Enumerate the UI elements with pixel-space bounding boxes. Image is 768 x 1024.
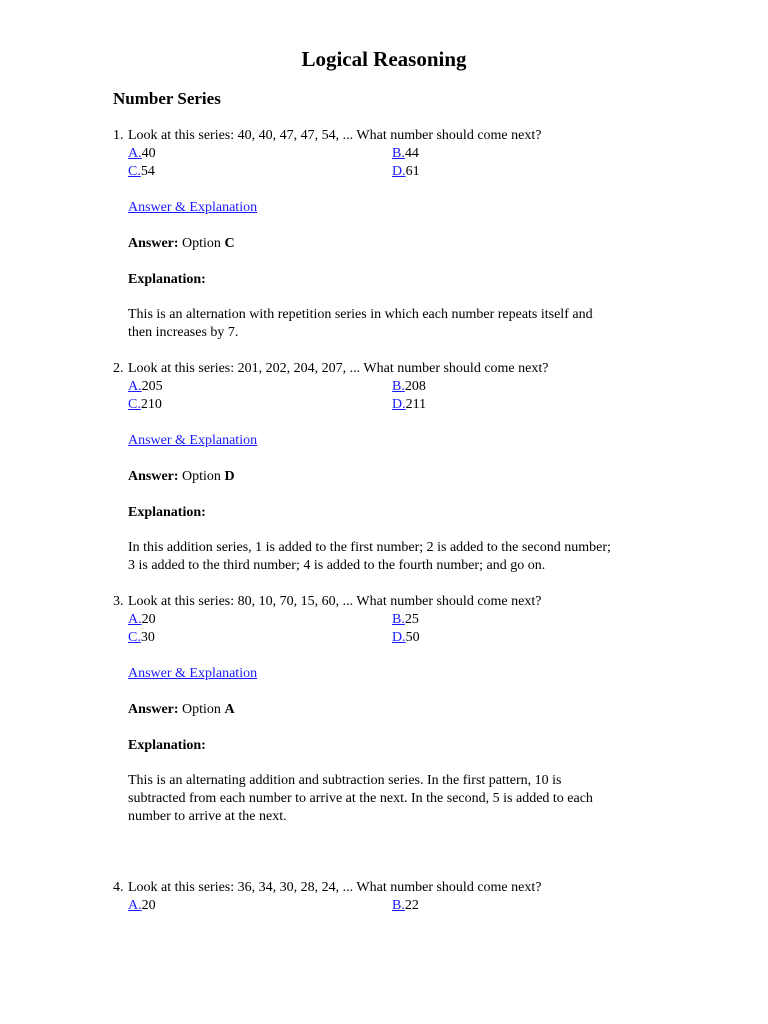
option-d[interactable]: [392, 629, 420, 647]
option-value: 20: [141, 898, 156, 913]
option-letter[interactable]: C.: [128, 164, 141, 179]
option-a[interactable]: [128, 611, 156, 629]
option-a[interactable]: [128, 897, 156, 915]
answer-line: [128, 701, 235, 719]
option-word: Option: [182, 702, 221, 717]
option-letter[interactable]: A.: [128, 898, 142, 913]
option-letter[interactable]: B.: [392, 146, 405, 161]
option-letter[interactable]: D.: [392, 630, 406, 645]
option-value: 22: [404, 898, 419, 913]
explanation-line: This is an alternation with repetition series in which each number repeats itself and: [128, 307, 593, 322]
answer-explanation-link[interactable]: Answer & Explanation: [128, 433, 258, 448]
answer-explanation-link[interactable]: Answer & Explanation: [128, 200, 258, 215]
question-text: Look at this series: 80, 10, 70, 15, 60, ... What number should come next?: [128, 594, 542, 609]
option-a[interactable]: [128, 378, 163, 396]
explanation-label: Explanation:: [128, 738, 206, 753]
explanation-line: subtracted from each number to arrive at the next. In the second, 5 is added to each: [128, 791, 593, 806]
option-value: 208: [404, 379, 426, 394]
option-c[interactable]: [128, 629, 155, 647]
option-letter[interactable]: A.: [128, 379, 142, 394]
option-word: Option: [182, 236, 221, 251]
page-title: Logical Reasoning: [301, 47, 467, 71]
option-d[interactable]: [392, 396, 426, 414]
answer-explanation-link[interactable]: Answer & Explanation: [128, 666, 258, 681]
option-b[interactable]: [392, 611, 419, 629]
option-value: 44: [404, 146, 419, 161]
explanation-line: This is an alternating addition and subtraction series. In the first pattern, 10 is: [128, 773, 562, 788]
question-number: 3.: [113, 594, 124, 609]
option-value: 205: [141, 379, 163, 394]
explanation-line: then increases by 7.: [128, 325, 239, 340]
explanation-label: Explanation:: [128, 505, 206, 520]
question-number: 1.: [113, 128, 124, 143]
answer-line: [128, 468, 235, 486]
option-letter[interactable]: B.: [392, 898, 405, 913]
question-number: 2.: [113, 361, 124, 376]
option-value: 211: [405, 397, 427, 412]
option-value: 25: [404, 612, 419, 627]
answer-label: Answer:: [128, 469, 179, 484]
explanation-line: number to arrive at the next.: [128, 809, 287, 824]
answer-label: Answer:: [128, 236, 179, 251]
option-letter[interactable]: B.: [392, 379, 405, 394]
option-value: 30: [140, 630, 155, 645]
option-letter[interactable]: C.: [128, 630, 141, 645]
explanation-label: Explanation:: [128, 272, 206, 287]
option-value: 50: [405, 630, 420, 645]
question-text: Look at this series: 201, 202, 204, 207, ... What number should come next?: [128, 361, 549, 376]
section-title: Number Series: [113, 89, 221, 108]
option-c[interactable]: [128, 163, 155, 181]
option-word: Option: [182, 469, 221, 484]
option-letter[interactable]: D.: [392, 397, 406, 412]
answer-letter: A: [224, 702, 235, 717]
option-value: 54: [140, 164, 155, 179]
option-value: 61: [405, 164, 420, 179]
answer-line: [128, 235, 235, 253]
option-letter[interactable]: D.: [392, 164, 406, 179]
option-c[interactable]: [128, 396, 162, 414]
option-letter[interactable]: C.: [128, 397, 141, 412]
explanation-line: 3 is added to the third number; 4 is added to the fourth number; and go on.: [128, 558, 546, 573]
question-text: Look at this series: 36, 34, 30, 28, 24, ... What number should come next?: [128, 880, 542, 895]
option-value: 40: [141, 146, 156, 161]
answer-label: Answer:: [128, 702, 179, 717]
answer-letter: C: [224, 236, 235, 251]
option-b[interactable]: [392, 378, 426, 396]
option-a[interactable]: [128, 145, 156, 163]
question-text: Look at this series: 40, 40, 47, 47, 54, ... What number should come next?: [128, 128, 542, 143]
option-letter[interactable]: A.: [128, 612, 142, 627]
option-b[interactable]: [392, 145, 419, 163]
option-d[interactable]: [392, 163, 420, 181]
option-b[interactable]: [392, 897, 419, 915]
option-value: 210: [140, 397, 162, 412]
explanation-line: In this addition series, 1 is added to the first number; 2 is added to the second number;: [128, 540, 611, 555]
option-letter[interactable]: B.: [392, 612, 405, 627]
option-letter[interactable]: A.: [128, 146, 142, 161]
question-number: 4.: [113, 880, 124, 895]
answer-letter: D: [224, 469, 235, 484]
option-value: 20: [141, 612, 156, 627]
